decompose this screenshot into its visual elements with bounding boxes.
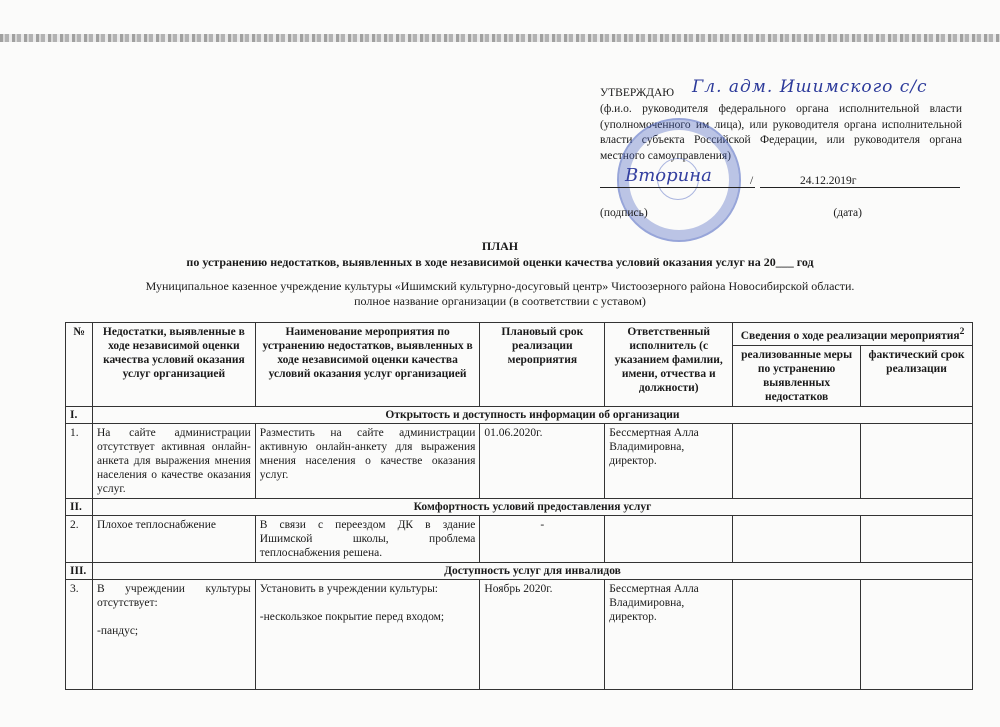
row-responsible: Бессмертная Алла Владимировна, директор. xyxy=(605,423,733,498)
approval-handwritten-name: Гл. адм. Ишимского с/с xyxy=(692,77,928,97)
row-measure: Разместить на сайте администрации активную онлайн-анкету для выражения мнения населения о качестве оказания услуг. xyxy=(255,423,480,498)
scan-edge-artifact xyxy=(0,34,1000,42)
organization-caption: полное название организации (в соответствии с уставом) xyxy=(354,294,646,308)
row-actual xyxy=(861,423,973,498)
row-measure xyxy=(255,579,480,689)
header-deadline: Плановый срок реализации мероприятия xyxy=(480,323,605,407)
date-line xyxy=(760,187,960,188)
row-implemented xyxy=(733,579,861,689)
row-measure-line: -нескользкое покрытие перед входом; xyxy=(259,610,445,623)
table-row xyxy=(66,515,973,562)
row-deficiency-line: -пандус; xyxy=(96,624,139,637)
section-row xyxy=(66,498,973,515)
organization-block xyxy=(0,279,1000,309)
header-deficiencies: Недостатки, выявленные в ходе независимой оценки качества условий оказания услуг организацией xyxy=(92,323,255,407)
row-implemented xyxy=(733,423,861,498)
signature-line xyxy=(600,187,755,188)
row-num: 1. xyxy=(66,423,93,498)
approval-block xyxy=(600,77,962,164)
row-deficiency xyxy=(92,579,255,689)
row-actual xyxy=(861,579,973,689)
signature-captions xyxy=(600,207,862,219)
header-num: № xyxy=(66,323,93,407)
row-num: 3. xyxy=(66,579,93,689)
section-num: III. xyxy=(66,562,93,579)
row-deficiency: На сайте администрации отсутствует активная онлайн-анкета для выражения мнения населения о качестве оказания услуг. xyxy=(92,423,255,498)
organization-name: Муниципальное казенное учреждение культуры «Ишимский культурно-досуговый центр» Чистоозерного района Новосибирской области. xyxy=(145,279,855,293)
row-measure-line: Установить в учреждении культуры: xyxy=(259,582,438,595)
section-row xyxy=(66,406,973,423)
row-deadline: 01.06.2020г. xyxy=(480,423,605,498)
plan-title-main: ПЛАН xyxy=(481,239,519,253)
section-title: Доступность услуг для инвалидов xyxy=(92,562,972,579)
plan-title-sub: по устранению недостатков, выявленных в ходе независимой оценки качества условий оказания услуг на 20___ год xyxy=(186,255,814,269)
header-responsible: Ответственный исполнитель (с указанием фамилии, имени, отчества и должности) xyxy=(605,323,733,407)
header-measures: Наименование мероприятия по устранению недостатков, выявленных в ходе независимой оценки качества условий оказания услуг организацией xyxy=(255,323,480,407)
section-title: Комфортность условий предоставления услуг xyxy=(92,498,972,515)
approval-date: 24.12.2019г xyxy=(800,175,857,187)
signature-row xyxy=(600,165,962,195)
signature-slash: / xyxy=(750,175,754,187)
approval-note: (ф.и.о. руководителя федерального органа исполнительной власти (уполномоченного им лица), или руководителя органа исполнительной власти субъекта Российской Федерации, или руководителя органа местного самоуправления) xyxy=(600,103,962,162)
table-row xyxy=(66,423,973,498)
header-progress: Сведения о ходе реализации мероприятия$^2$ xyxy=(733,323,973,346)
plan-title xyxy=(0,238,1000,270)
section-num: I. xyxy=(66,406,93,423)
approval-label: УТВЕРЖДАЮ xyxy=(600,87,675,99)
section-num: II. xyxy=(66,498,93,515)
table-row xyxy=(66,579,973,689)
section-title: Открытость и доступность информации об организации xyxy=(92,406,972,423)
row-responsible xyxy=(605,515,733,562)
plan-table xyxy=(65,322,973,690)
row-actual xyxy=(861,515,973,562)
table-header-row xyxy=(66,323,973,346)
row-deadline: Ноябрь 2020г. xyxy=(480,579,605,689)
header-actual: фактический срок реализации xyxy=(861,345,973,406)
header-implemented: реализованные меры по устранению выявленных недостатков xyxy=(733,345,861,406)
row-deficiency: Плохое теплоснабжение xyxy=(92,515,255,562)
row-implemented xyxy=(733,515,861,562)
row-responsible: Бессмертная Алла Владимировна, директор. xyxy=(605,579,733,689)
row-measure: В связи с переездом ДК в здание Ишимской школы, проблема теплоснабжения решена. xyxy=(255,515,480,562)
row-num: 2. xyxy=(66,515,93,562)
row-deadline: - xyxy=(480,515,605,562)
signature: Вторина xyxy=(625,165,712,186)
section-row xyxy=(66,562,973,579)
row-deficiency-line: В учреждении культуры отсутствует: xyxy=(96,582,251,609)
sign-caption: (подпись) xyxy=(600,207,648,219)
date-caption: (дата) xyxy=(833,207,862,219)
